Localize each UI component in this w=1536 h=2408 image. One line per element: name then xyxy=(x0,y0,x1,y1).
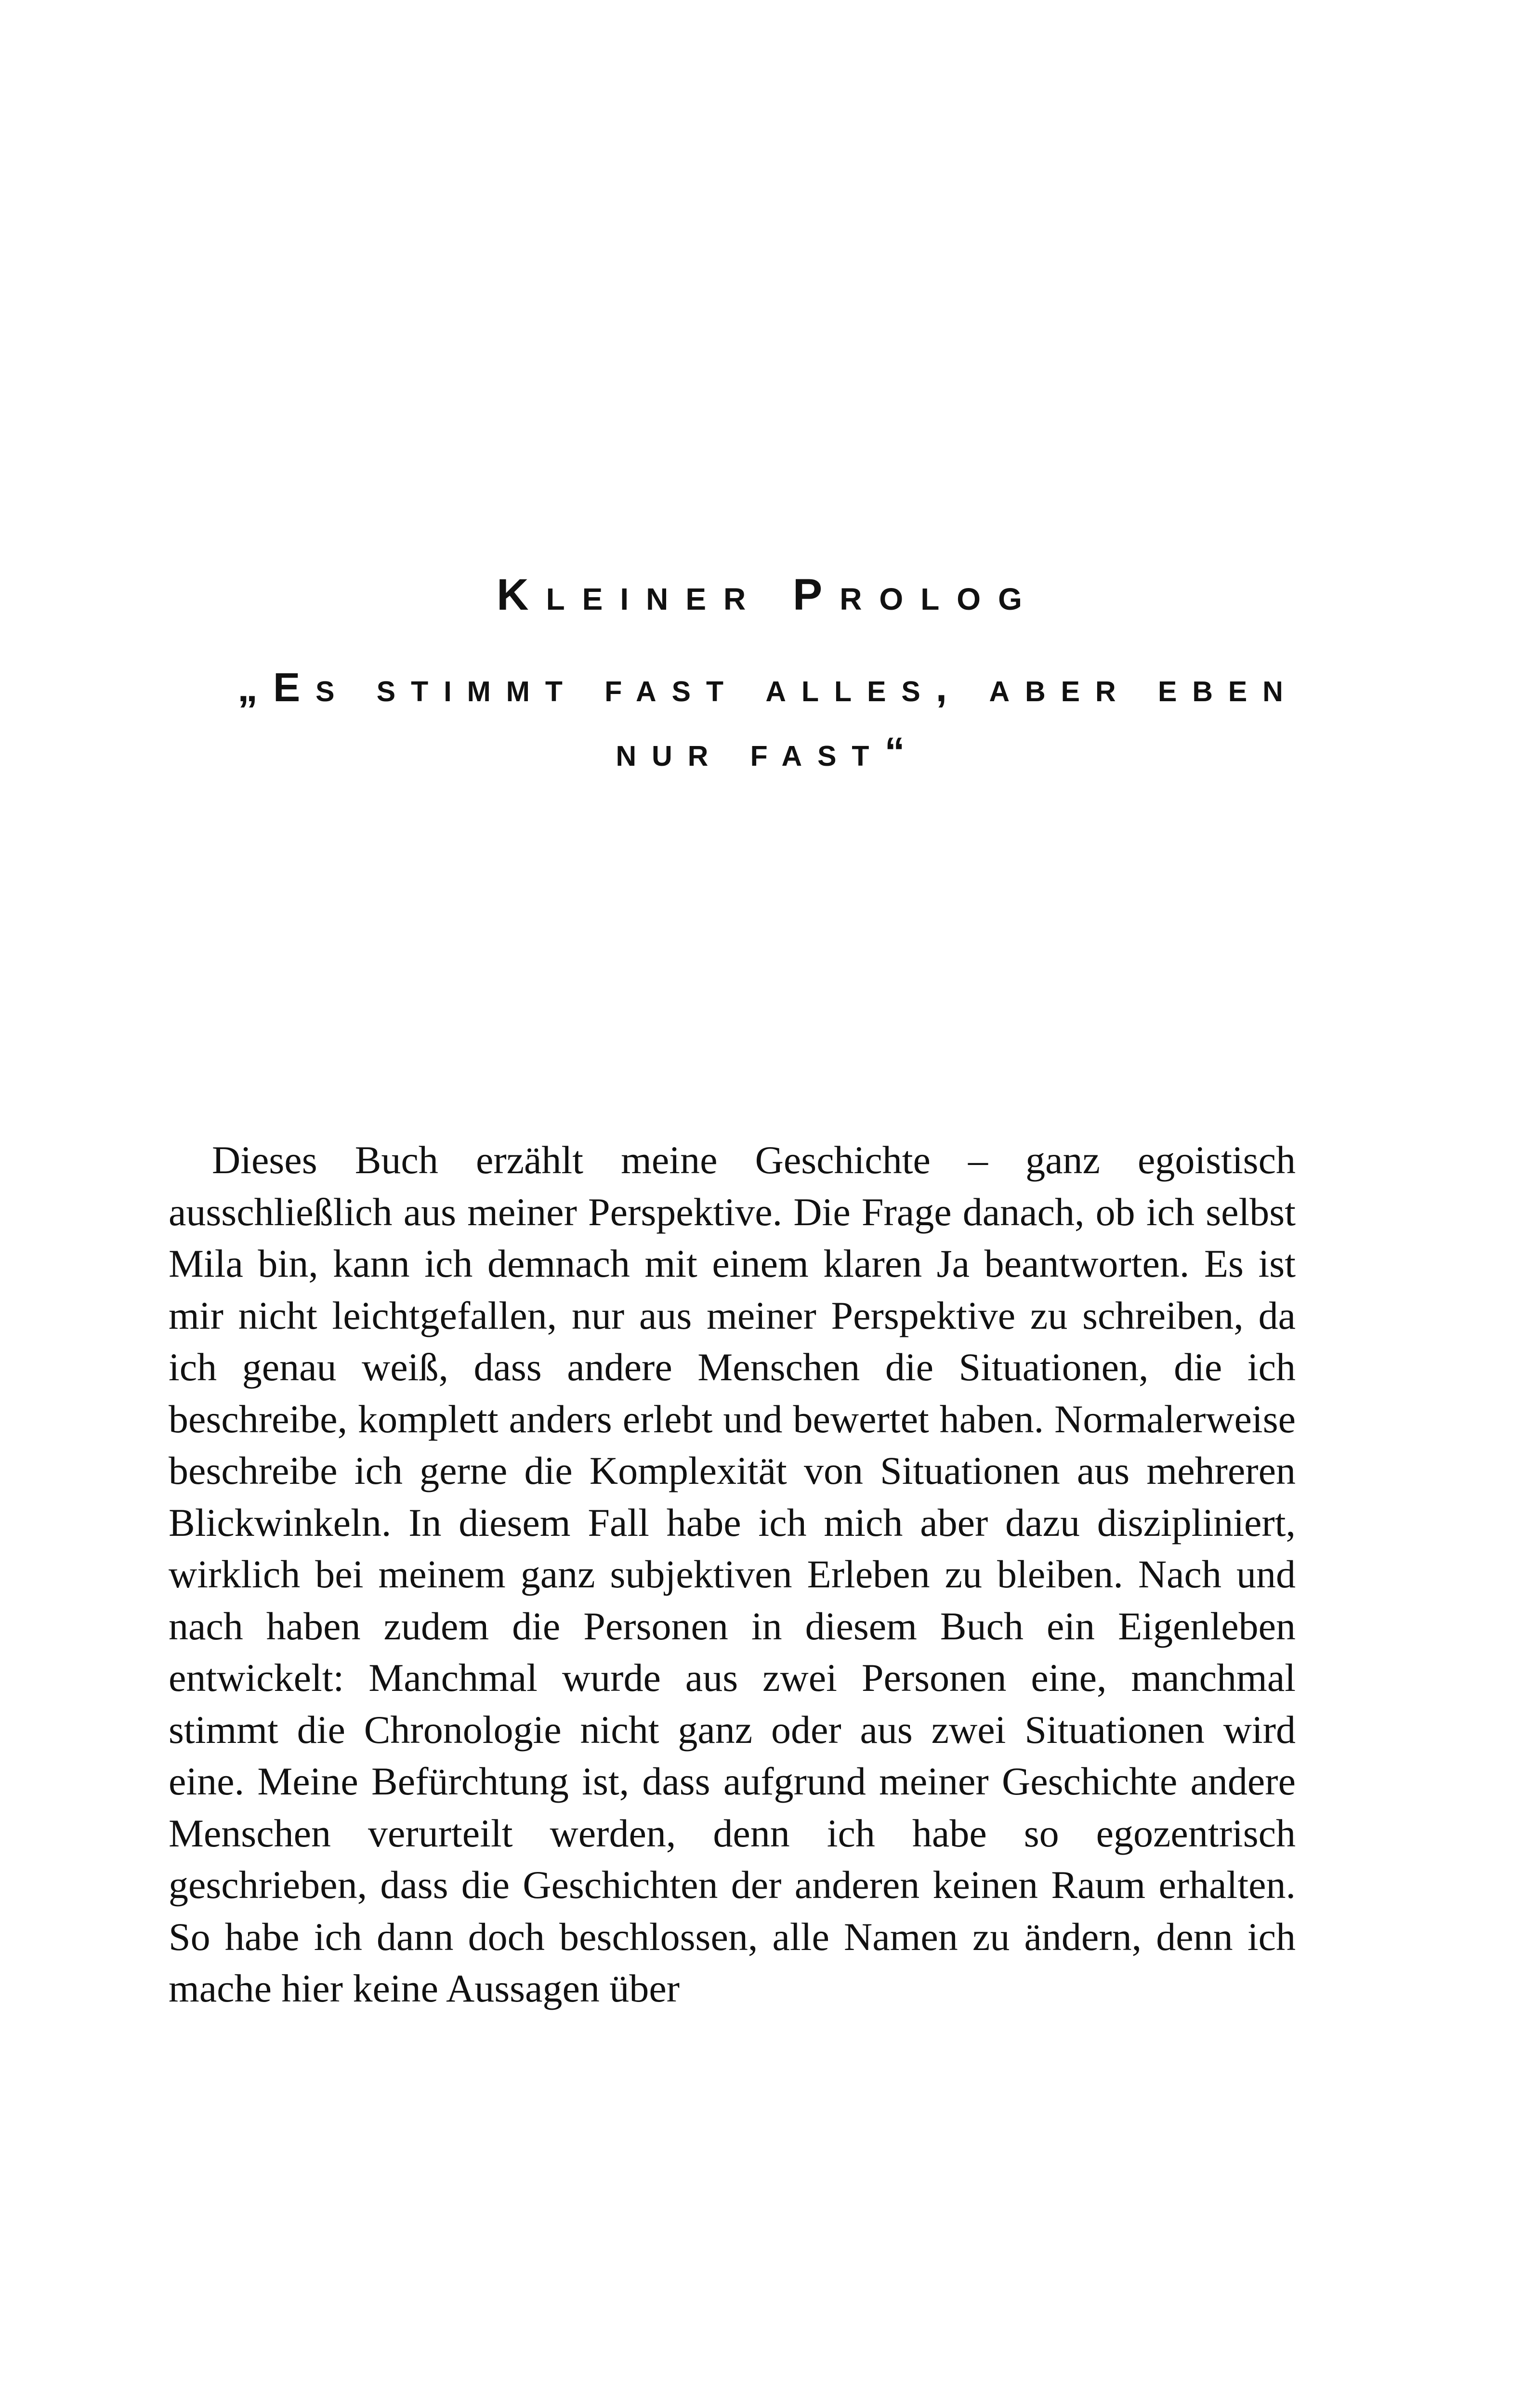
body-paragraph: Dieses Buch erzählt meine Geschichte – ganz egoistisch ausschließlich aus meiner Perspektive. Die Frage danach, ob ich selbst Mila bin, kann ich demnach mit einem klaren Ja beantworten. Es ist mir nicht leichtgefallen, nur aus meiner Perspektive zu schreiben, da ich genau weiß, dass andere Menschen die Situationen, die ich beschreibe, komplett anders erlebt und bewertet haben. Normalerweise beschreibe ich gerne die Komplexität von Situationen aus mehreren Blickwinkeln. In diesem Fall habe ich mich aber dazu diszipliniert, wirklich bei meinem ganz subjektiven Erleben zu bleiben. Nach und nach haben zudem die Personen in diesem Buch ein Eigenleben entwickelt: Manchmal wurde aus zwei Personen eine, manchmal stimmt die Chronologie nicht ganz oder aus zwei Situationen wird eine. Meine Befürchtung ist, dass aufgrund meiner Geschichte andere Menschen verurteilt werden, denn ich habe so egozentrisch geschrieben, dass die Geschichten der anderen keinen Raum erhalten. So habe ich dann doch beschlossen, alle Namen zu ändern, denn ich mache hier keine Aussagen über xyxy=(169,1138,1296,2010)
chapter-title: Kleiner Prolog xyxy=(497,570,1039,619)
chapter-subtitle: „Es stimmt fast alles, aber eben nur fast“ xyxy=(237,665,1299,774)
